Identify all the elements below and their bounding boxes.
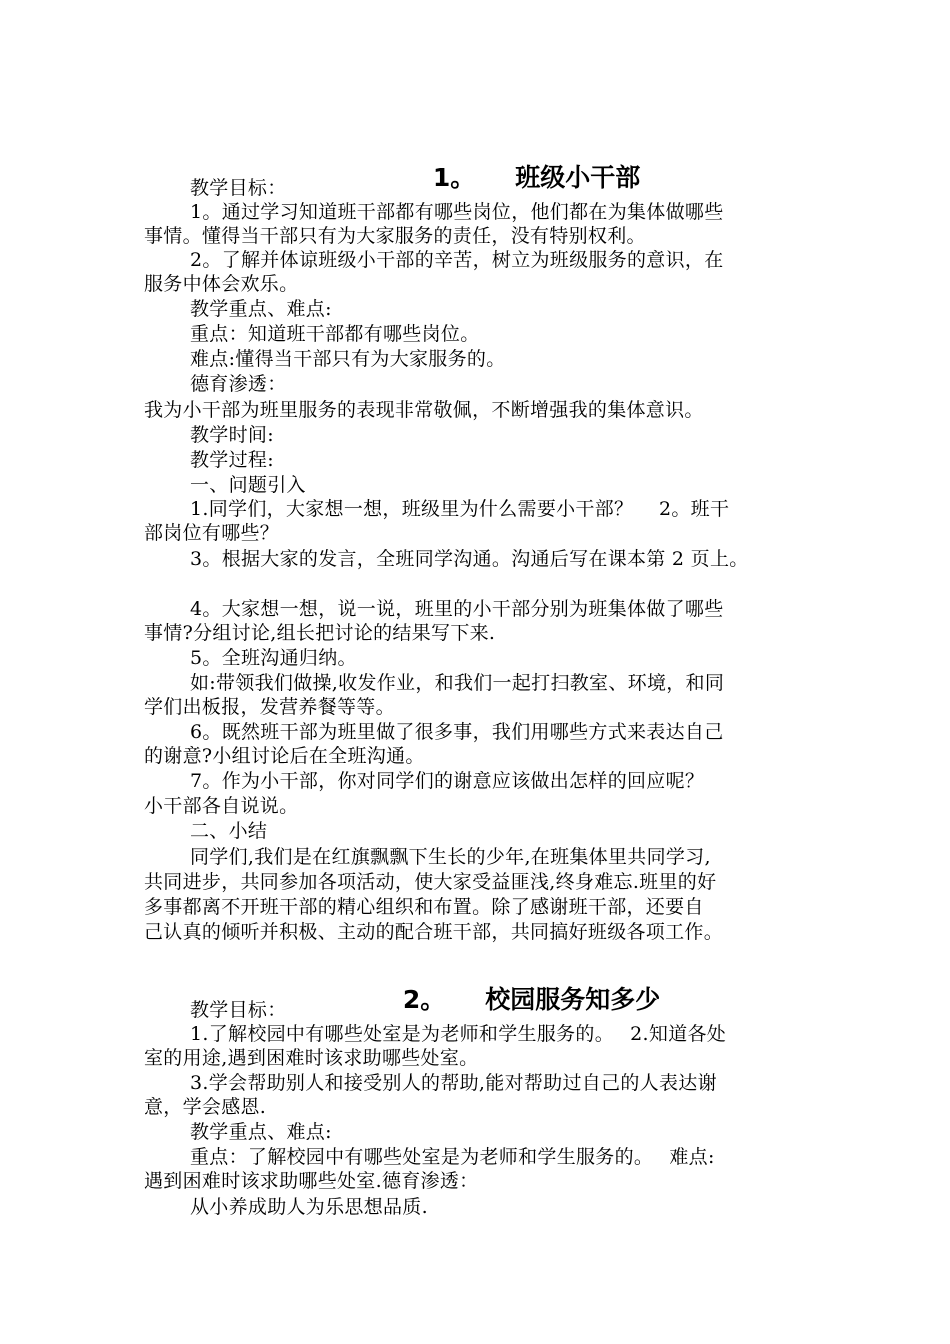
paragraph-line: 1.同学们，大家想一想，班级里为什么需要小干部？ 2。班干: [190, 498, 730, 520]
paragraph-line: 重点：了解校园中有哪些处室是为老师和学生服务的。 难点:: [190, 1146, 715, 1168]
paragraph-line: 教学目标：: [190, 177, 287, 199]
lesson1-heading-number: 1。: [432, 163, 476, 192]
paragraph-line: 德育渗透：: [190, 373, 287, 395]
paragraph-line: 事情。懂得当干部只有为大家服务的责任，没有特别权利。: [144, 225, 646, 247]
paragraph-line: 学们出板报，发营养餐等等。: [144, 696, 395, 718]
paragraph-line: 部岗位有哪些？: [144, 522, 280, 544]
paragraph-line: 教学重点、难点:: [190, 298, 332, 320]
paragraph-line: 多事都离不开班干部的精心组织和布置。除了感谢班干部，还要自: [144, 896, 704, 918]
paragraph-line: 1。通过学习知道班干部都有哪些岗位，他们都在为集体做哪些: [190, 201, 724, 223]
paragraph-line: 事情?分组讨论,组长把讨论的结果写下来.: [144, 622, 496, 644]
lesson1-heading-title: 班级小干部: [515, 163, 641, 192]
paragraph-line: 重点：知道班干部都有哪些岗位。: [190, 323, 480, 345]
paragraph-line: 教学目标：: [190, 999, 287, 1021]
paragraph-line: 己认真的倾听并积极、主动的配合班干部，共同搞好班级各项工作。: [144, 921, 724, 943]
lesson2-heading-number: 2。: [402, 985, 446, 1014]
paragraph-line: 教学重点、难点:: [190, 1121, 332, 1143]
paragraph-line: 2。了解并体谅班级小干部的辛苦，树立为班级服务的意识，在: [190, 249, 724, 271]
lesson2-heading-title: 校园服务知多少: [485, 985, 661, 1014]
paragraph-line: 小干部各自说说。: [144, 795, 299, 817]
paragraph-line: 二、小结: [190, 820, 268, 842]
paragraph-line: 1.了解校园中有哪些处室是为老师和学生服务的。 2.知道各处: [190, 1023, 727, 1045]
paragraph-line: 的谢意?小组讨论后在全班沟通。: [144, 745, 425, 767]
paragraph-line: 服务中体会欢乐。: [144, 273, 299, 295]
paragraph-line: 同学们,我们是在红旗飘飘下生长的少年,在班集体里共同学习,: [190, 846, 711, 868]
paragraph-line: 教学时间:: [190, 424, 274, 446]
paragraph-line: 6。既然班干部为班里做了很多事，我们用哪些方式来表达自己: [190, 721, 724, 743]
paragraph-line: 如:带领我们做操,收发作业，和我们一起打扫教室、环境，和同: [190, 672, 725, 694]
paragraph-line: 遇到困难时该求助哪些处室.德育渗透：: [144, 1170, 479, 1192]
paragraph-line: 我为小干部为班里服务的表现非常敬佩，不断增强我的集体意识。: [144, 399, 704, 421]
paragraph-line: 意，学会感恩.: [144, 1096, 267, 1118]
paragraph-line: 3。根据大家的发言，全班同学沟通。沟通后写在课本第 2 页上。: [190, 548, 749, 570]
paragraph-line: 7。作为小干部，你对同学们的谢意应该做出怎样的回应呢？: [190, 770, 705, 792]
paragraph-line: 3.学会帮助别人和接受别人的帮助,能对帮助过自己的人表达谢: [190, 1072, 717, 1094]
paragraph-line: 难点:懂得当干部只有为大家服务的。: [190, 348, 506, 370]
paragraph-line: 4。大家想一想，说一说，班里的小干部分别为班集体做了哪些: [190, 598, 724, 620]
paragraph-line: 室的用途,遇到困难时该求助哪些处室。: [144, 1047, 479, 1069]
paragraph-line: 一、问题引入: [190, 474, 306, 496]
paragraph-line: 从小养成助人为乐思想品质.: [190, 1196, 428, 1218]
paragraph-line: 5。全班沟通归纳。: [190, 647, 357, 669]
paragraph-line: 共同进步，共同参加各项活动，使大家受益匪浅,终身难忘.班里的好: [144, 871, 717, 893]
paragraph-line: 教学过程:: [190, 449, 274, 471]
